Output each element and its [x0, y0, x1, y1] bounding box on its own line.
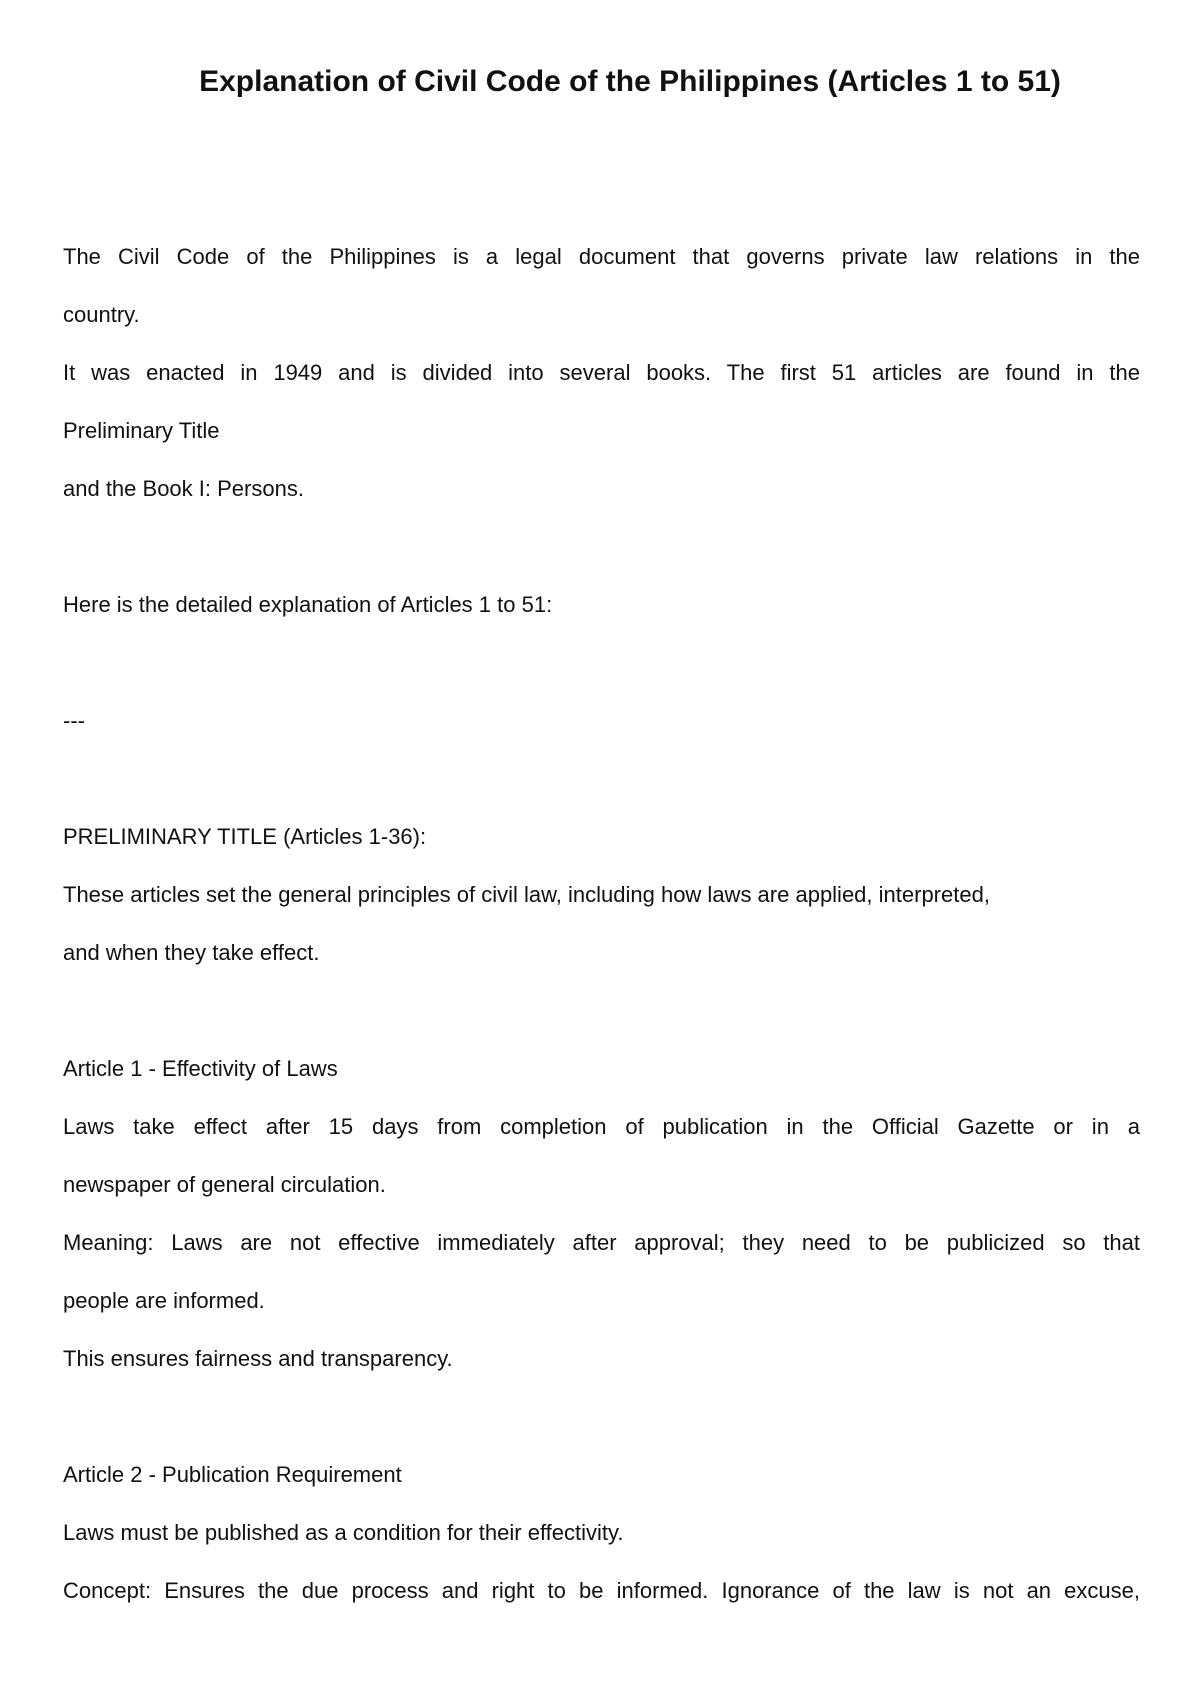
article-1-line-1: Laws take effect after 15 days from completion of publication in the Official Gazette or in a — [63, 1114, 1140, 1139]
intro-paragraph-1-line-1: The Civil Code of the Philippines is a legal document that governs private law relations in the — [63, 244, 1140, 269]
intro-paragraph-2-line-2: Preliminary Title — [63, 418, 220, 443]
article-1-line-2: newspaper of general circulation. — [63, 1172, 386, 1197]
article-1-line-5: This ensures fairness and transparency. — [63, 1346, 453, 1371]
preliminary-title-line-2: and when they take effect. — [63, 940, 320, 965]
article-2-line-2: Concept: Ensures the due process and right to be informed. Ignorance of the law is not an excuse, — [63, 1578, 1140, 1603]
article-2-line-1: Laws must be published as a condition for their effectivity. — [63, 1520, 624, 1545]
article-1-line-4: people are informed. — [63, 1288, 265, 1313]
intro-paragraph-2-line-1: It was enacted in 1949 and is divided into several books. The first 51 articles are found in the — [63, 360, 1140, 385]
document-body — [63, 228, 1140, 1620]
spacer — [63, 750, 1140, 808]
article-1-line-3: Meaning: Laws are not effective immediately after approval; they need to be publicized so that — [63, 1230, 1140, 1255]
article-2-heading: Article 2 - Publication Requirement — [63, 1462, 402, 1487]
spacer — [63, 518, 1140, 576]
spacer — [63, 982, 1140, 1040]
document-title: Explanation of Civil Code of the Philippines (Articles 1 to 51) — [199, 65, 1061, 98]
spacer — [63, 634, 1140, 692]
section-separator: --- — [63, 708, 85, 733]
spacer — [63, 1388, 1140, 1446]
intro-paragraph-3: Here is the detailed explanation of Articles 1 to 51: — [63, 592, 553, 617]
preliminary-title-heading: PRELIMINARY TITLE (Articles 1-36): — [63, 824, 427, 849]
intro-paragraph-1-line-2: country. — [63, 302, 140, 327]
intro-paragraph-2-line-3: and the Book I: Persons. — [63, 476, 304, 501]
preliminary-title-line-1: These articles set the general principles of civil law, including how laws are applied, interpreted, — [63, 882, 990, 907]
article-1-heading: Article 1 - Effectivity of Laws — [63, 1056, 338, 1081]
